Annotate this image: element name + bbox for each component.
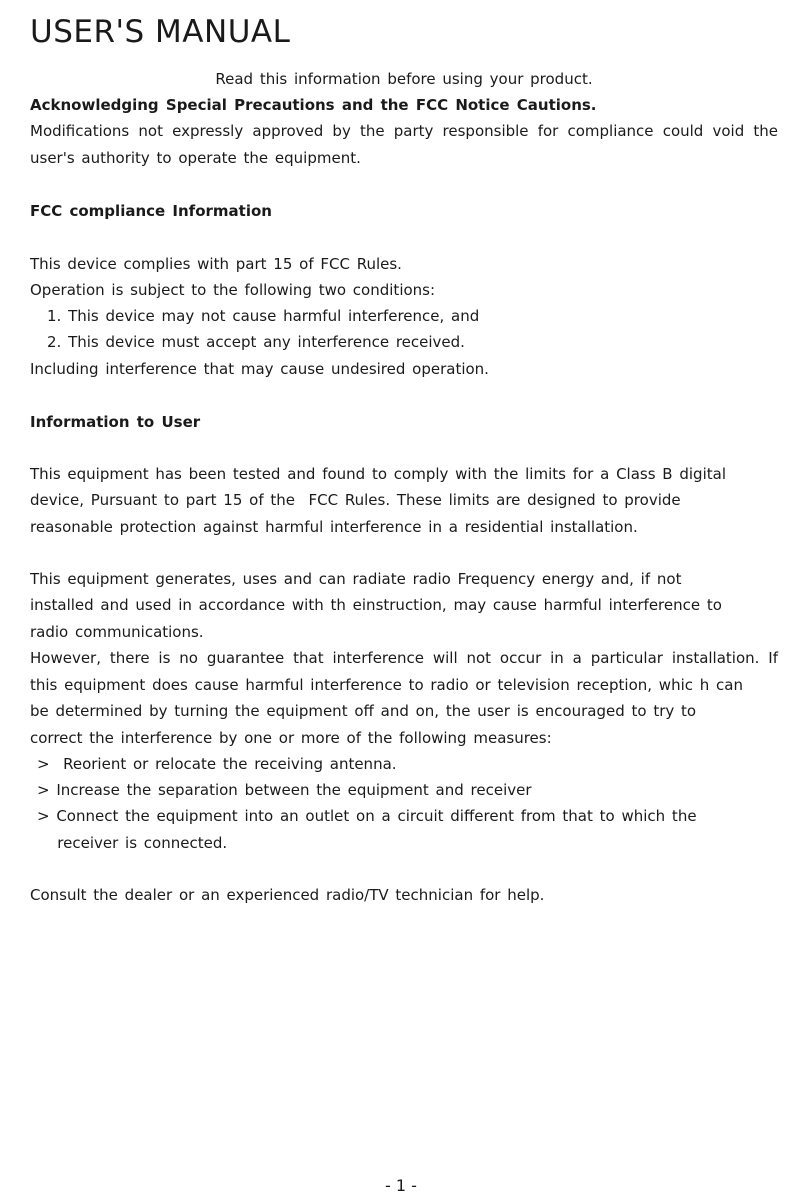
measure-list-item: > Connect the equipment into an outlet on a circuit different from that to which the [37,807,697,825]
measure-list-item: > Increase the separation between the equipment and receiver [37,781,532,799]
fcc-condition-item: 1. This device may not cause harmful interference, and [47,307,480,325]
info-paragraph-line: radio communications. [30,623,204,641]
info-paragraph-line: This equipment has been tested and found to comply with the limits for a Class B digital [30,465,726,483]
info-paragraph-line: correct the interference by one or more of the following measures: [30,729,552,747]
fcc-line: Operation is subject to the following two conditions: [30,281,436,299]
consult-text: Consult the dealer or an experienced radio/TV technician for help. [30,886,545,904]
info-heading: Information to User [30,413,201,431]
precautions-line: Modifications not expressly approved by the party responsible for compliance could void the [30,122,778,140]
fcc-line: Including interference that may cause undesired operation. [30,360,489,378]
page-title: USER'S MANUAL [30,14,291,50]
page-number: - 1 - [385,1176,417,1195]
measure-list-item: > Reorient or relocate the receiving antenna. [37,755,397,773]
info-paragraph-line: reasonable protection against harmful interference in a residential installation. [30,518,638,536]
fcc-condition-item: 2. This device must accept any interference received. [47,333,465,351]
precautions-line: user's authority to operate the equipment. [30,149,361,167]
precautions-heading: Acknowledging Special Precautions and the FCC Notice Cautions. [30,96,597,114]
info-paragraph-line: installed and used in accordance with th einstruction, may cause harmful interference to [30,596,722,614]
info-paragraph-line: This equipment generates, uses and can radiate radio Frequency energy and, if not [30,570,682,588]
fcc-heading: FCC compliance Information [30,202,272,220]
intro-text: Read this information before using your product. [215,70,593,88]
fcc-line: This device complies with part 15 of FCC Rules. [30,255,402,273]
info-paragraph-line: However, there is no guarantee that interference will not occur in a particular installation. If [30,649,778,667]
info-paragraph-line: device, Pursuant to part 15 of the FCC Rules. These limits are designed to provide [30,491,681,509]
info-paragraph-line: be determined by turning the equipment off and on, the user is encouraged to try to [30,702,697,720]
info-paragraph-line: this equipment does cause harmful interference to radio or television reception, whic h can [30,676,743,694]
measure-list-item: receiver is connected. [37,834,228,852]
